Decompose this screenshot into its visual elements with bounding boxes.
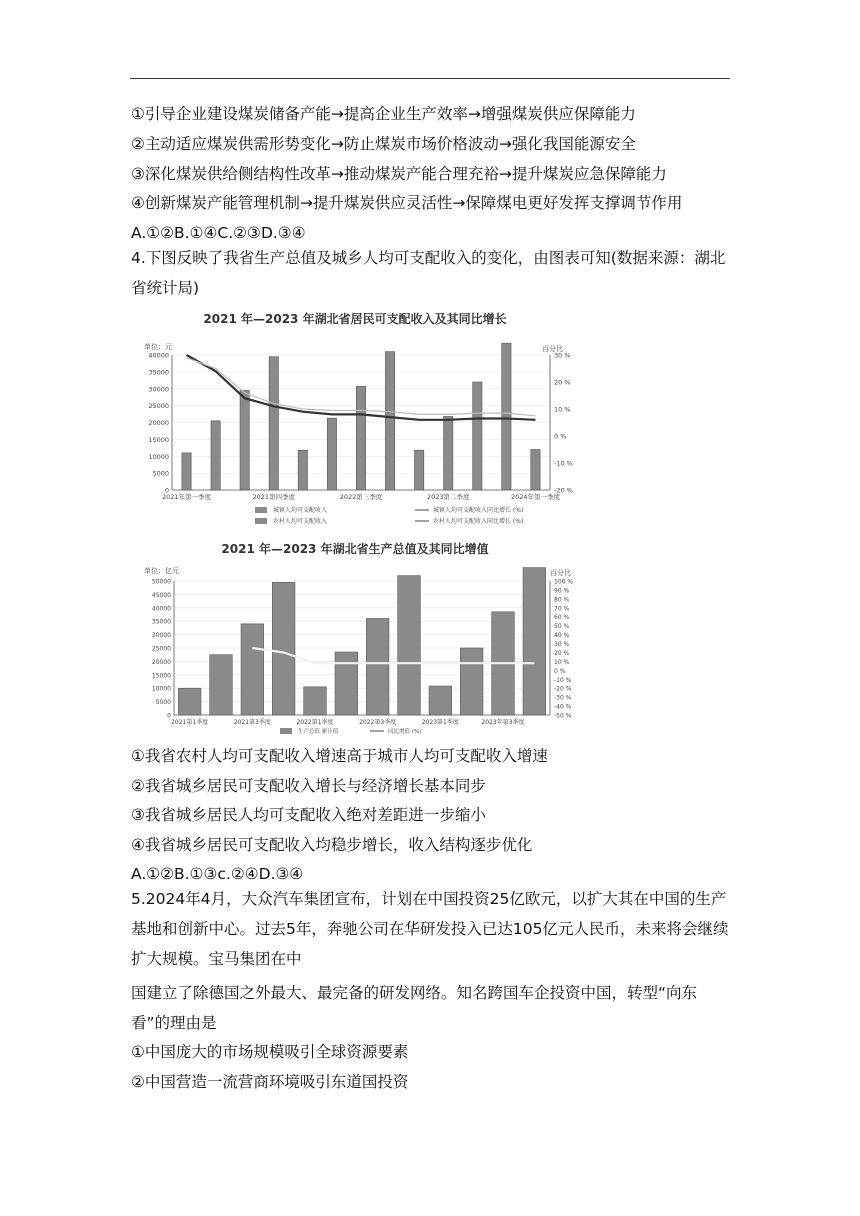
bar bbox=[240, 390, 249, 490]
chart1-unit-right: 百分比 bbox=[542, 345, 563, 353]
y2-tick-label: 10 % bbox=[554, 405, 571, 414]
y-tick-label: 35000 bbox=[151, 618, 171, 626]
y2-tick-label: 100 % bbox=[554, 578, 574, 586]
y2-tick-label: 60 % bbox=[554, 614, 570, 622]
question-4: 4.下图反映了我省生产总值及城乡人均可支配收入的变化，由图表可知(数据来源：湖北省统计局) bbox=[131, 249, 726, 297]
bar bbox=[502, 343, 511, 490]
y-tick-label: 35000 bbox=[148, 368, 169, 377]
bar bbox=[366, 619, 389, 715]
y-tick-label: 5000 bbox=[152, 469, 169, 478]
y-tick-label: 20000 bbox=[148, 419, 169, 427]
legend-label: 农村人均可支配收入同比增长 (%) bbox=[433, 518, 524, 525]
x-tick-label: 2024年第一季度 bbox=[510, 493, 560, 501]
income-chart bbox=[130, 305, 580, 539]
statement-2: ②我省城乡居民可支配收入增长与经济增长基本同步 bbox=[131, 777, 486, 795]
y2-tick-label: 50 % bbox=[554, 623, 570, 631]
y-tick-label: 40000 bbox=[151, 605, 171, 613]
bar bbox=[272, 582, 295, 715]
y2-tick-label: -50 % bbox=[554, 712, 572, 720]
question-5-part2: 国建立了除德国之外最大、最完备的研发网络。知名跨国车企投资中国，转型“向东看”的理由是 bbox=[131, 984, 698, 1032]
statement-3: ③我省城乡居民人均可支配收入绝对差距进一步缩小 bbox=[131, 806, 486, 824]
bar bbox=[241, 624, 264, 715]
legend-label: 城镇人均可支配收入 bbox=[273, 507, 328, 514]
y2-tick-label: 80 % bbox=[554, 596, 570, 604]
bar bbox=[385, 352, 394, 490]
header-rule bbox=[130, 78, 730, 79]
legend-swatch bbox=[280, 728, 292, 734]
bar bbox=[335, 652, 358, 715]
y-tick-label: 40000 bbox=[148, 351, 169, 360]
x-tick-label: 2022第3季度 bbox=[359, 719, 397, 726]
bar bbox=[460, 648, 483, 715]
y-tick-label: 30000 bbox=[148, 385, 169, 394]
x-tick-label: 2021第3季度 bbox=[233, 719, 271, 726]
legend-swatch bbox=[255, 518, 267, 524]
y-tick-label: 30000 bbox=[151, 632, 171, 640]
y2-tick-label: -20 % bbox=[554, 486, 573, 495]
income-chart-svg bbox=[130, 305, 580, 535]
y-tick-label: 50000 bbox=[151, 578, 171, 586]
y2-tick-label: 20 % bbox=[554, 378, 571, 387]
y-tick-label: 10000 bbox=[151, 685, 171, 693]
answer-choices-q3: A.①②B.①④C.②③D.③④ bbox=[131, 224, 306, 242]
x-tick-label: 2023第1季度 bbox=[421, 719, 459, 726]
x-tick-label: 2022第三季度 bbox=[339, 493, 383, 501]
bar bbox=[327, 418, 336, 490]
y-tick-label: 10000 bbox=[148, 452, 169, 461]
y-tick-label: 15000 bbox=[148, 435, 169, 444]
legend-swatch bbox=[255, 507, 267, 513]
option-line-3: ③深化煤炭供给侧结构性改革→推动煤炭产能合理充裕→提升煤炭应急保障能力 bbox=[131, 165, 667, 183]
gdp-chart bbox=[130, 537, 580, 741]
answer-choices-q4: A.①②B.①③c.②④D.③④ bbox=[131, 865, 304, 883]
y2-tick-label: 10 % bbox=[554, 658, 570, 666]
y2-tick-label: 40 % bbox=[554, 632, 570, 640]
chart1-title: 2021 年—2023 年湖北省居民可支配收入及其同比增长 bbox=[203, 312, 507, 326]
y2-tick-label: 0 % bbox=[554, 432, 567, 441]
y2-tick-label: -10 % bbox=[554, 676, 572, 684]
statement-q5-1: ①中国庞大的市场规模吸引全球资源要素 bbox=[131, 1043, 409, 1061]
y2-tick-label: -30 % bbox=[554, 694, 572, 702]
bar bbox=[356, 386, 365, 490]
bar bbox=[269, 357, 278, 490]
x-tick-label: 2021第四季度 bbox=[252, 493, 296, 501]
y2-tick-label: 30 % bbox=[554, 351, 571, 360]
bar bbox=[211, 421, 220, 490]
bar bbox=[210, 655, 233, 715]
legend-label: 生产总值 累计值 bbox=[298, 729, 339, 735]
option-line-2: ②主动适应煤炭供需形势变化→防止煤炭市场价格波动→强化我国能源安全 bbox=[131, 135, 636, 153]
x-tick-label: 2021年第一季度 bbox=[162, 493, 212, 501]
y2-tick-label: -10 % bbox=[554, 459, 573, 468]
y2-tick-label: 0 % bbox=[554, 667, 566, 675]
chart1-unit-left: 单位：元 bbox=[144, 343, 172, 351]
y-tick-label: 5000 bbox=[155, 699, 171, 707]
bar bbox=[473, 382, 482, 490]
chart2-title: 2021 年—2023 年湖北省生产总值及其同比增值 bbox=[221, 542, 489, 556]
y-tick-label: 20000 bbox=[151, 658, 171, 666]
question-5-part1: 5.2024年4月，大众汽车集团宣布，计划在中国投资25亿欧元，以扩大其在中国的生产基地和创新中心。过去5年，奔驰公司在华研发投入已达105亿元人民币，未来将会继续扩大规模。宝马集团在中 bbox=[131, 890, 729, 968]
y-tick-label: 25000 bbox=[148, 402, 169, 411]
y2-tick-label: 20 % bbox=[554, 649, 570, 657]
bar bbox=[304, 687, 327, 715]
bar bbox=[298, 450, 307, 490]
x-tick-label: 2021第1季度 bbox=[171, 719, 209, 726]
y2-tick-label: -40 % bbox=[554, 703, 572, 711]
chart2-unit-right: 百分比 bbox=[550, 569, 571, 577]
x-tick-label: 2022第1季度 bbox=[296, 719, 334, 726]
y-tick-label: 45000 bbox=[151, 591, 171, 599]
bar bbox=[182, 453, 191, 490]
bar bbox=[398, 576, 421, 715]
bar bbox=[178, 688, 201, 715]
y-tick-label: 0 bbox=[167, 712, 171, 720]
legend-label: 城镇人均可支配收入同比增长 (%) bbox=[433, 507, 524, 514]
option-line-1: ①引导企业建设煤炭储备产能→提高企业生产效率→增强煤炭供应保障能力 bbox=[131, 105, 636, 123]
bar bbox=[531, 450, 540, 491]
statement-1: ①我省农村人均可支配收入增速高于城市人均可支配收入增速 bbox=[131, 747, 548, 765]
y-tick-label: 25000 bbox=[151, 645, 171, 653]
x-tick-label: 2023第二季度 bbox=[426, 493, 470, 501]
legend-label: 农村人均可支配收入 bbox=[273, 518, 328, 525]
y2-tick-label: 90 % bbox=[554, 587, 570, 595]
chart2-unit-left: 单位：亿元 bbox=[144, 567, 179, 575]
statement-q5-2: ②中国营造一流营商环境吸引东道国投资 bbox=[131, 1073, 409, 1091]
gdp-chart-svg bbox=[130, 537, 580, 737]
bar bbox=[444, 416, 453, 490]
y2-tick-label: -20 % bbox=[554, 685, 572, 693]
y2-tick-label: 30 % bbox=[554, 641, 570, 649]
x-tick-label: 2023年第3季度 bbox=[481, 719, 525, 726]
y-tick-label: 0 bbox=[164, 486, 169, 495]
y-tick-label: 15000 bbox=[151, 672, 171, 680]
statement-4: ④我省城乡居民可支配收入均稳步增长，收入结构逐步优化 bbox=[131, 836, 533, 854]
bar bbox=[415, 450, 424, 490]
y2-tick-label: 70 % bbox=[554, 605, 570, 613]
bar bbox=[523, 568, 546, 715]
bar bbox=[429, 686, 452, 715]
option-line-4: ④创新煤炭产能管理机制→提升煤炭供应灵活性→保障煤电更好发挥支撑调节作用 bbox=[131, 194, 683, 212]
legend-label: 同比增值 (%) bbox=[388, 729, 422, 735]
